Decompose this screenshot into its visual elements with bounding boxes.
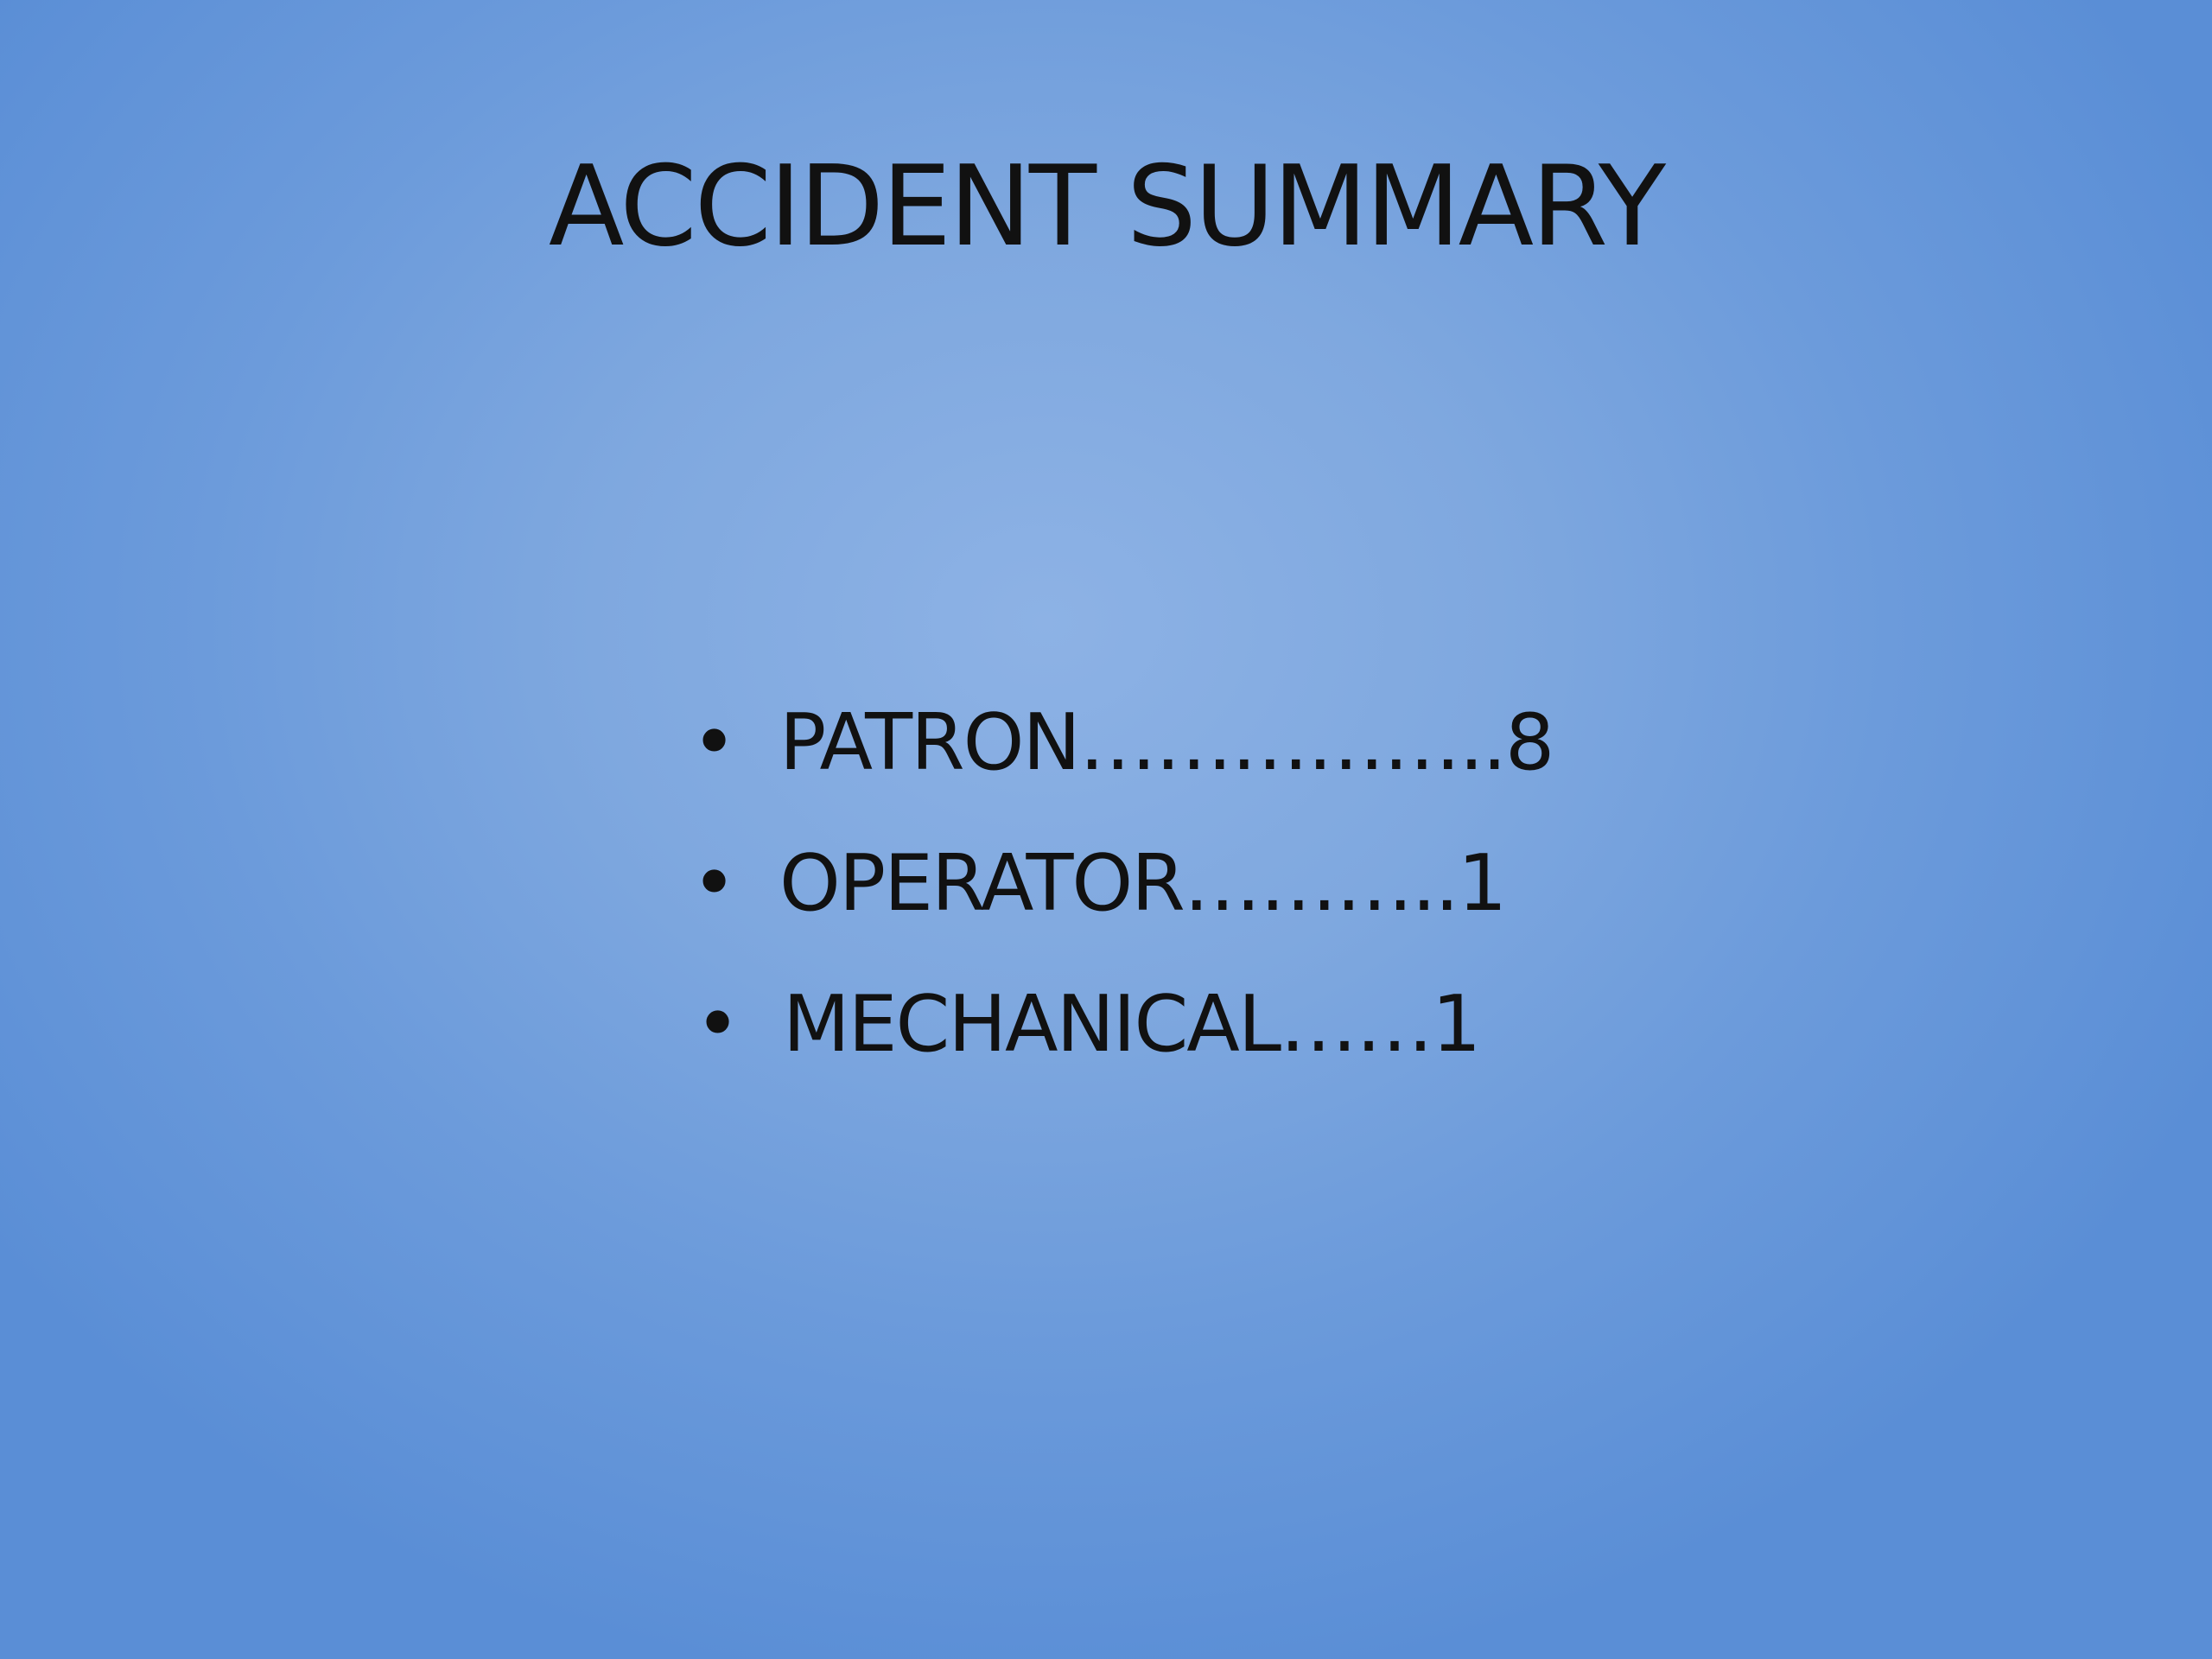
list-item-text: MECHANICAL……1 xyxy=(783,979,1480,1070)
list-item-text: PATRON……………..8 xyxy=(779,697,1554,788)
bullet-marker: • xyxy=(691,838,736,929)
list-item-patron xyxy=(691,691,1553,832)
slide-title: ACCIDENT SUMMARY xyxy=(548,143,1664,271)
list-item-text: OPERATOR………..1 xyxy=(779,838,1506,929)
bullet-marker: • xyxy=(695,979,740,1070)
list-item-operator xyxy=(691,832,1553,973)
bullet-list xyxy=(691,691,1553,1114)
list-item-mechanical xyxy=(695,973,1553,1114)
bullet-marker: • xyxy=(691,697,736,788)
